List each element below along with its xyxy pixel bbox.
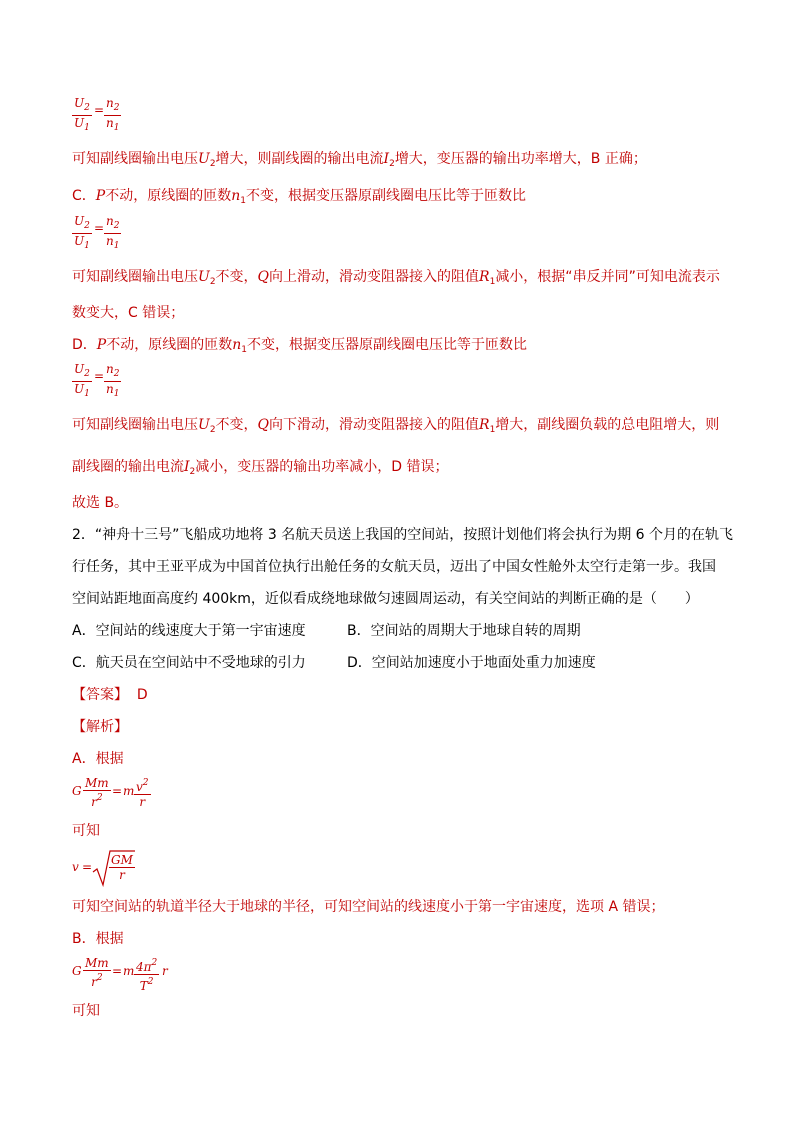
q2-stem-line-2: 行任务，其中王亚平成为中国首位执行出舱任务的女航天员，迈出了中国女性舱外太空行走第一步。我国 [72,559,716,575]
analysis-label: 【解析】 [72,719,128,735]
fraction-n2-n1: $\frac{n_2}{n_1}$ [106,96,120,133]
fraction-u2-u1: $\frac{U_2}{U_1}$ [74,96,90,133]
symbol-m: m [123,784,135,798]
equals-sign: = [82,860,93,874]
q2-option-d: D．空间站加速度小于地面处重力加速度 [347,655,596,671]
part-a-conclusion: 可知空间站的轨道半径大于地球的半径，可知空间站的线速度小于第一宇宙速度，选项 A 错误； [72,899,665,915]
line-d-conclusion-1: 可知副线圈输出电压$U_2$不变，Q向下滑动，滑动变阻器接入的阻值$R_1$增大，副线圈负载的总电阻增大，则 [72,417,720,435]
q2-stem-line-3: 空间站距地面高度约 400km，近似看成绕地球做匀速圆周运动，有关空间站的判断正确的是（ ） [72,591,699,607]
equals-sign: = [94,369,105,383]
answer-value: D [136,687,148,703]
equals-sign: = [112,964,123,978]
line-d-conclusion-2: 副线圈的输出电流$I_2$减小，变压器的输出功率减小，D 错误； [72,459,449,477]
fraction-mm-r2: $\frac{Mm}{r^2}$ [85,956,109,989]
q2-stem-line-1: 2．“神舟十三号”飞船成功地将 3 名航天员送上我国的空间站，按照计划他们将会执行为期 6 个月的在轨飞 [72,527,734,543]
equals-sign: = [112,784,123,798]
fraction-n2-n1: $\frac{n_2}{n_1}$ [106,214,120,251]
symbol-v: v [72,860,79,874]
fraction-4pi2-t2: $\frac{4\pi^2}{T^2}$ [136,958,158,993]
fraction-u2-u1: $\frac{U_2}{U_1}$ [74,214,90,251]
symbol-m: m [123,964,135,978]
line-c-intro: C．P不动，原线圈的匝数$n_1$不变，根据变压器原副线圈电压比等于匝数比 [72,188,526,206]
symbol-g: G [72,964,82,978]
part-a-intro: A．根据 [72,751,124,767]
part-b-know: 可知 [72,1003,100,1019]
equals-sign: = [94,221,105,235]
fraction-mm-r2: $\frac{Mm}{r^2}$ [85,776,109,809]
line-c-conclusion-1: 可知副线圈输出电压$U_2$不变，Q向上滑动，滑动变阻器接入的阻值$R_1$减小，根据“串反并同”可知电流表示 [72,269,720,287]
symbol-g: G [72,784,82,798]
equals-sign: = [94,103,105,117]
line-d-intro: D．P不动，原线圈的匝数$n_1$不变，根据变压器原副线圈电压比等于匝数比 [72,337,527,355]
line-choose: 故选 B。 [72,495,129,511]
fraction-u2-u1: $\frac{U_2}{U_1}$ [74,362,90,399]
part-b-intro: B．根据 [72,931,124,947]
fraction-n2-n1: $\frac{n_2}{n_1}$ [106,362,120,399]
line-c-conclusion-2: 数变大，C 错误； [72,305,185,321]
answer-label: 【答案】 [72,687,128,703]
q2-option-a: A．空间站的线速度大于第一宇宙速度 [72,623,306,639]
fraction-v2-r: $\frac{v^2}{r}$ [136,778,149,809]
fraction-gm-r: $\frac{GM}{r}$ [111,853,133,882]
answer-line [72,686,148,704]
part-a-know: 可知 [72,823,100,839]
q2-option-b: B．空间站的周期大于地球自转的周期 [347,623,581,639]
q2-option-c: C．航天员在空间站中不受地球的引力 [72,655,306,671]
symbol-r: r [162,964,168,978]
line-b-conclusion: 可知副线圈输出电压$U_2$增大，则副线圈的输出电流$I_2$增大，变压器的输出功率增大，B 正确； [72,151,647,169]
